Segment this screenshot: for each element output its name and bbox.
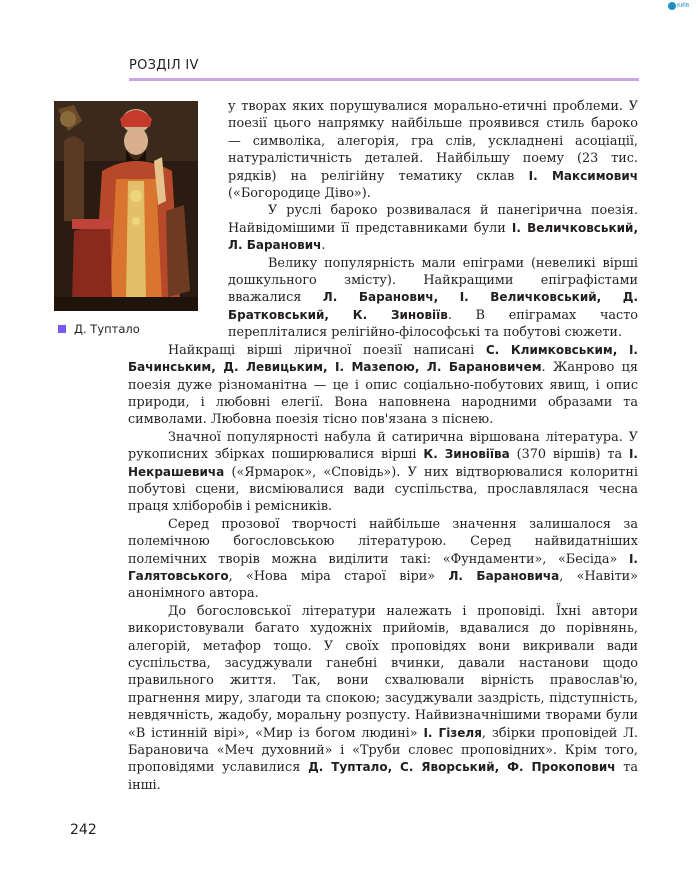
logo-icon	[668, 2, 676, 10]
caption-marker-icon	[58, 325, 66, 333]
body-text	[128, 98, 638, 794]
figure-spacer	[128, 98, 228, 334]
publisher-logo	[668, 2, 698, 10]
text-run: . Жанрово ця поезія дуже різноманітна — це і опис соціально-побутових явищ, і опис природи, і любовні елегії. Вона наповнена народними образами та символами. Любовна поезія тісно пов'язана з піснею.	[128, 360, 638, 428]
bold-name: І. Некрашевича	[128, 447, 638, 479]
text-run: Найкращі вірші ліричної поезії написані	[168, 342, 486, 358]
caption-text: Д. Туптало	[74, 322, 140, 336]
text-run: , «Навіти» анонімного автора.	[128, 568, 639, 602]
bold-name: Л. Барановича	[448, 568, 560, 583]
section-title: РОЗДІЛ IV	[129, 58, 199, 73]
paragraph	[128, 603, 638, 794]
bold-name: Д. Туптало, С. Яворський, Ф. Прокопович	[308, 760, 616, 775]
text-run: («Богородице Діво»).	[228, 186, 371, 202]
logo-text: КИЇВ	[677, 3, 690, 9]
bold-name: К. Зиновіїва	[423, 447, 510, 462]
bold-name: І. Галятовського	[128, 551, 638, 583]
text-run: Значної популярності набула й сатирична віршована література. У рукописних збірках поширювалися вірші	[128, 429, 638, 463]
text-run: .	[321, 238, 326, 254]
paragraph	[128, 516, 638, 603]
text-run: , «Нова міра старої віри»	[228, 568, 449, 584]
text-run: , збірки проповідей Л. Барановича «Меч духовний» і «Труби словес проповідних». Крім того, проповідями уславилися	[128, 725, 638, 776]
text-run: у творах яких порушувалися морально-етичні проблеми. У поезії цього напрямку найбільше проявився стиль бароко — символіка, алегорія, гра слів, ускладнені асоціації, натуралістичність деталей. Найбільшу поему (23 тис. рядків) на релігійну тематику склав	[228, 99, 638, 184]
bold-name: І. Гізеля	[423, 725, 482, 740]
text-run: (370 віршів) та	[509, 447, 629, 463]
header-rule	[129, 78, 639, 81]
text-run: та інші.	[128, 760, 638, 793]
paragraph	[128, 342, 638, 429]
text-run: Серед прозової творчості найбільше значення залишалося за полемічною богословською літературою. Серед найвидатніших полемічних творів можна виділити такі: «Фундаменти», «Бесіда»	[128, 516, 638, 567]
text-run: Велику популярність мали епіграми (невеликі вірші дошкульного змісту). Найкращими епіграфістами вважалися	[228, 255, 638, 306]
text-run: До богословської літератури належать і проповіді. Їхні автори використовували багато художніх прийомів, вдавалися до порівнянь, алегорій, метафор тощо. У своїх проповідях вони викривали вади суспільства, засуджували ганебні вчинки, давали настанови щодо правильного життя. Так, вони схвалювали вірність православ'ю, прагнення миру, злагоди та спокою; засуджували заздрість, підступність, невдячність, жадобу, моральну розпусту. Найвизначнішими творами були «В істинній вірі», «Мир із богом людині»	[128, 603, 638, 741]
page-number: 242	[70, 822, 97, 838]
bold-name: І. Величковський, Л. Баранович	[228, 220, 639, 253]
paragraph	[128, 429, 638, 516]
text-run: («Ярмарок», «Сповідь»). У них відтворювалися колоритні побутові сцени, висміювалися вади суспільства, прославлялася чесна праця хліборобів і ремісників.	[128, 464, 638, 515]
bold-name: С. Климковським, І. Бачинським, Д. Левицьким, І. Мазепою, Л. Барановичем	[128, 342, 638, 375]
bold-name: І. Максимович	[528, 168, 638, 183]
text-run: У руслі бароко розвивалася й панегірична поезія. Найвідомішими її представниками були	[228, 203, 638, 236]
text-run: . В епіграмах часто перепліталися релігійно-філософські та побутові сюжети.	[228, 307, 638, 341]
bold-name: Л. Баранович, І. Величковський, Д. Братковський, К. Зиновіїв	[228, 290, 639, 322]
